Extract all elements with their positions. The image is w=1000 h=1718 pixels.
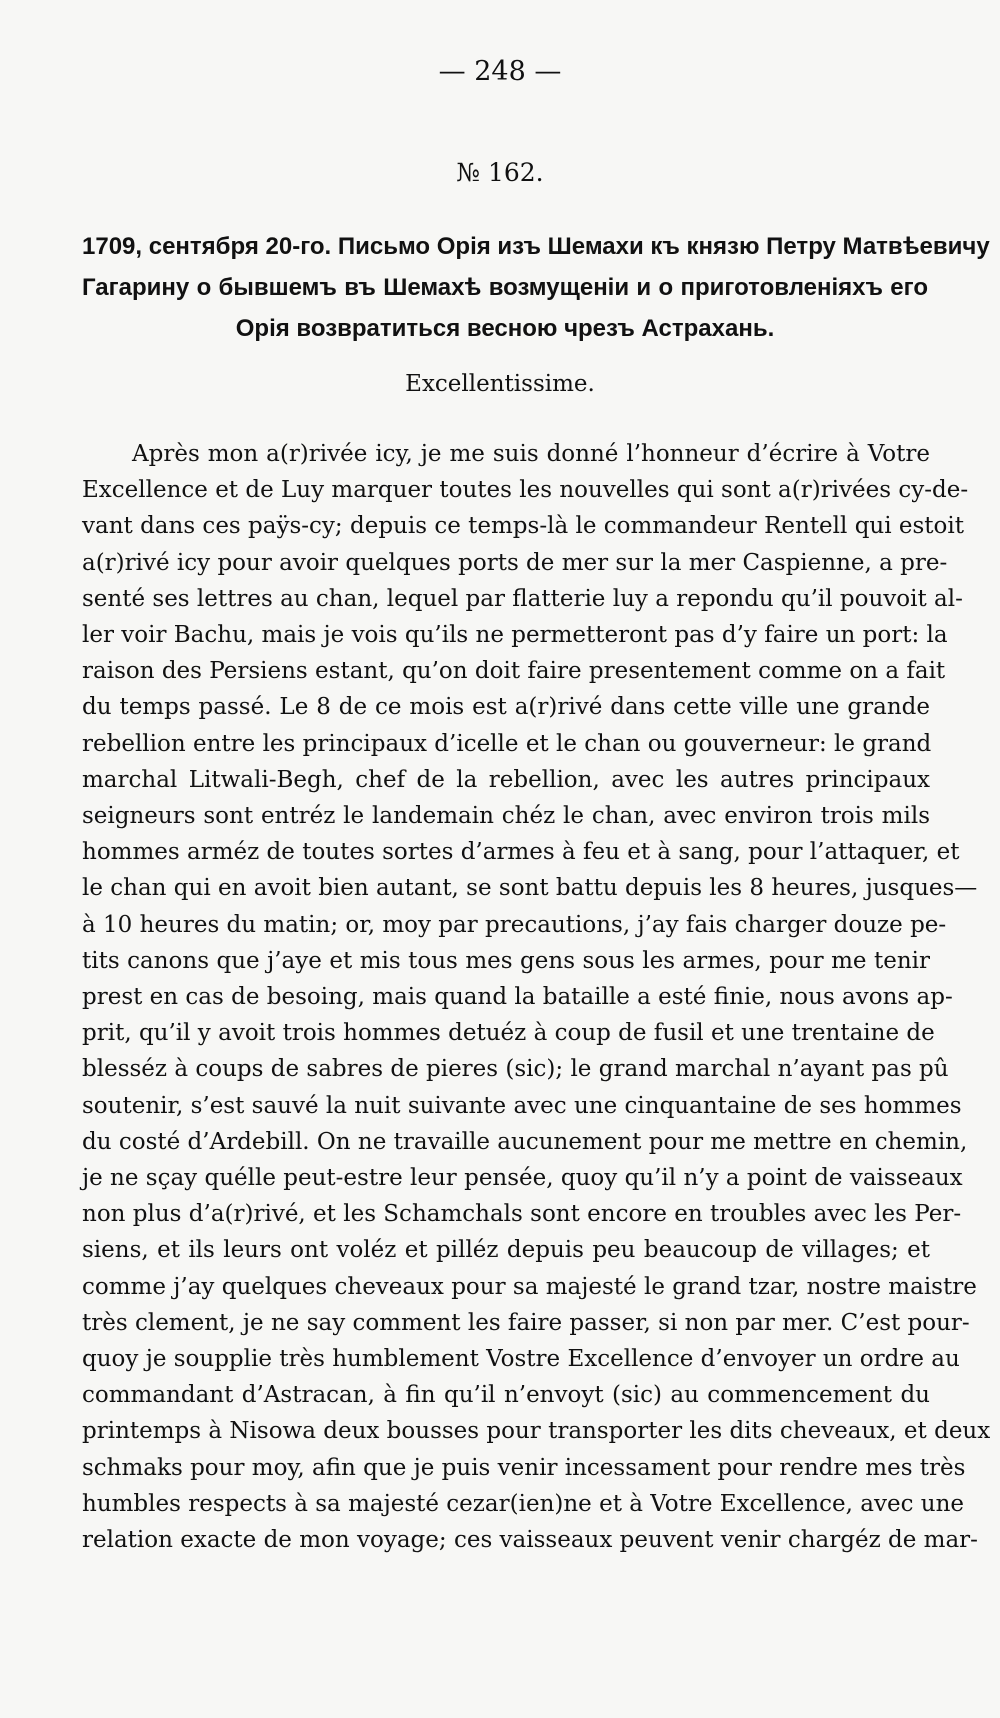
- text-line: du costé d’Ardebill. On ne travaille aucunement pour me mettre en chemin,: [82, 1128, 968, 1155]
- text-line: siens, et ils leurs ont voléz et pilléz depuis peu beaucoup de villages; et: [82, 1237, 930, 1264]
- text-line: quoy je soupplie très humblement Vostre Excellence d’envoyer un ordre au: [82, 1346, 960, 1373]
- text-line: commandant d’Astracan, à fin qu’il n’envoyt (sic) au commencement du: [82, 1382, 930, 1409]
- document-number: № 162.: [456, 158, 544, 187]
- heading-line: 1709, сентября 20-го. Письмо Орія изъ Шемахи къ князю Петру Матвѣевичу: [82, 233, 990, 260]
- text-line: le chan qui en avoit bien autant, se sont battu depuis les 8 heures, jusques—: [82, 875, 978, 902]
- text-line: soutenir, s’est sauvé la nuit suivante avec une cinquantaine de ses hommes: [82, 1092, 962, 1119]
- text-line: Après mon a(r)rivée icy, je me suis donné l’honneur d’écrire à Votre: [132, 441, 930, 467]
- document-heading: [82, 226, 990, 349]
- letter-salutation: Excellentissime.: [405, 371, 595, 397]
- letter-body: [82, 436, 991, 1558]
- text-line: ler voir Bachu, mais je vois qu’ils ne permetteront pas d’y faire un port: la: [82, 622, 948, 649]
- text-line: à 10 heures du matin; or, moy par precautions, j’ay fais charger douze pe-: [82, 911, 947, 938]
- text-line: comme j’ay quelques cheveaux pour sa majesté le grand tzar, nostre maistre: [82, 1273, 977, 1300]
- text-line: raison des Persiens estant, qu’on doit faire presentement comme on a fait: [82, 658, 946, 685]
- text-line: prest en cas de besoing, mais quand la bataille a esté finie, nous avons ap-: [82, 984, 953, 1011]
- text-line: senté ses lettres au chan, lequel par flatterie luy a repondu qu’il pouvoit al-: [82, 585, 963, 612]
- text-line: printemps à Nisowa deux bousses pour transporter les dits cheveaux, et deux: [82, 1418, 991, 1445]
- text-line: tits canons que j’aye et mis tous mes gens sous les armes, pour me tenir: [82, 947, 930, 974]
- page-number: — 248 —: [438, 56, 562, 87]
- text-line: Excellence et de Luy marquer toutes les nouvelles qui sont a(r)rivées cy-de-: [82, 477, 969, 504]
- text-line: rebellion entre les principaux d’icelle et le chan ou gouverneur: le grand: [82, 730, 932, 757]
- text-line: schmaks pour moy, afin que je puis venir incessament pour rendre mes très: [82, 1454, 966, 1481]
- text-line: a(r)rivé icy pour avoir quelques ports de mer sur la mer Caspienne, a pre-: [82, 549, 948, 576]
- text-line: très clement, je ne say comment les faire passer, si non par mer. C’est pour-: [82, 1309, 970, 1336]
- text-line: non plus d’a(r)rivé, et les Schamchals sont encore en troubles avec les Per-: [82, 1201, 962, 1228]
- text-line: seigneurs sont entréz le landemain chéz le chan, avec environ trois mils: [82, 803, 930, 830]
- text-line: marchal Litwali-Begh, chef de la rebellion, avec les autres principaux: [82, 766, 930, 793]
- text-line: du temps passé. Le 8 de ce mois est a(r)rivé dans cette ville une grande: [82, 694, 930, 721]
- text-line: hommes arméz de toutes sortes d’armes à feu et à sang, pour l’attaquer, et: [82, 839, 960, 866]
- text-line: humbles respects à sa majesté cezar(ien)ne et à Votre Excellence, avec une: [82, 1490, 965, 1517]
- text-line: prit, qu’il y avoit trois hommes detuéz à coup de fusil et une trentaine de: [82, 1020, 935, 1047]
- text-line: blesséz à coups de sabres de pieres (sic); le grand marchal n’ayant pas pû: [82, 1056, 949, 1083]
- text-line: je ne sçay quélle peut-estre leur pensée, quoy qu’il n’y a point de vaisseaux: [82, 1165, 963, 1192]
- heading-line: Орія возвратиться весною чрезъ Астрахань.: [235, 315, 775, 342]
- text-line: relation exacte de mon voyage; ces vaisseaux peuvent venir chargéz de mar-: [82, 1527, 978, 1554]
- heading-line: Гагарину о бывшемъ въ Шемахѣ возмущеніи и о приготовленіяхъ его: [82, 274, 928, 301]
- text-line: vant dans ces paÿs-cy; depuis ce temps-là le commandeur Rentell qui estoit: [82, 513, 964, 540]
